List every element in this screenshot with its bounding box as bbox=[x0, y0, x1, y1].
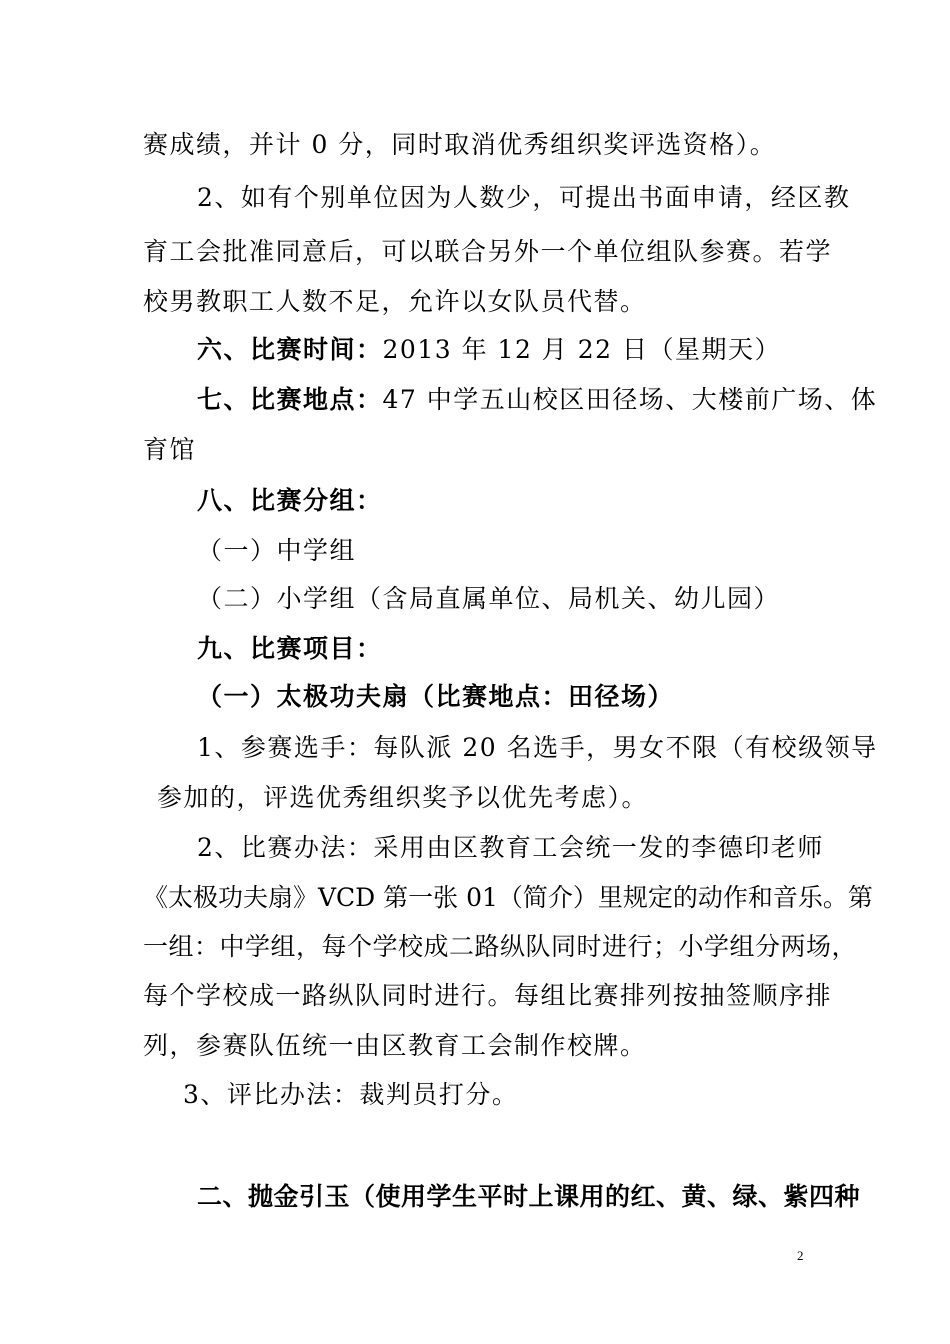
section-heading: 六、比赛时间： bbox=[197, 335, 383, 364]
body-line: 参加的，评选优秀组织奖予以优先考虑）。 bbox=[157, 783, 649, 812]
section-value: 2013 年 12 月 22 日（星期天） bbox=[382, 335, 781, 364]
subsection-heading: （一）太极功夫扇（比赛地点：田径场） bbox=[197, 682, 675, 711]
body-line: 3、评比办法：裁判员打分。 bbox=[183, 1080, 519, 1109]
body-line: 一组：中学组，每个学校成二路纵队同时进行；小学组分两场， bbox=[143, 932, 858, 961]
body-line: 《太极功夫扇》VCD 第一张 01（简介）里规定的动作和音乐。第 bbox=[143, 883, 873, 912]
body-line: 列，参赛队伍统一由区教育工会制作校牌。 bbox=[143, 1031, 647, 1060]
body-line: 育工会批准同意后，可以联合另外一个单位组队参赛。若学 bbox=[143, 237, 833, 266]
body-line: 校男教职工人数不足，允许以女队员代替。 bbox=[143, 287, 647, 316]
body-line: （二）小学组（含局直属单位、局机关、幼儿园） bbox=[197, 584, 781, 613]
body-line: 2、比赛办法：采用由区教育工会统一发的李德印老师 bbox=[197, 833, 824, 862]
page-number: 2 bbox=[797, 1248, 804, 1263]
body-line: 每个学校成一路纵队同时进行。每组比赛排列按抽签顺序排 bbox=[143, 981, 833, 1010]
section-value: 47 中学五山校区田径场、大楼前广场、体 bbox=[382, 385, 878, 414]
section-heading: 八、比赛分组： bbox=[197, 486, 383, 515]
body-line: 2、如有个别单位因为人数少，可提出书面申请，经区教 bbox=[197, 183, 851, 212]
section-line bbox=[197, 335, 781, 365]
section-heading: 九、比赛项目： bbox=[197, 634, 383, 663]
body-line: 育馆 bbox=[143, 435, 197, 464]
body-line: （一）中学组 bbox=[197, 536, 357, 565]
body-line: 赛成绩，并计 0 分，同时取消优秀组织奖评选资格）。 bbox=[143, 130, 777, 159]
section-line bbox=[197, 385, 877, 415]
subsection-heading: 二、抛金引玉（使用学生平时上课用的红、黄、绿、紫四种 bbox=[197, 1182, 861, 1211]
section-heading: 七、比赛地点： bbox=[197, 385, 383, 414]
body-line: 1、参赛选手：每队派 20 名选手，男女不限（有校级领导 bbox=[197, 733, 878, 762]
